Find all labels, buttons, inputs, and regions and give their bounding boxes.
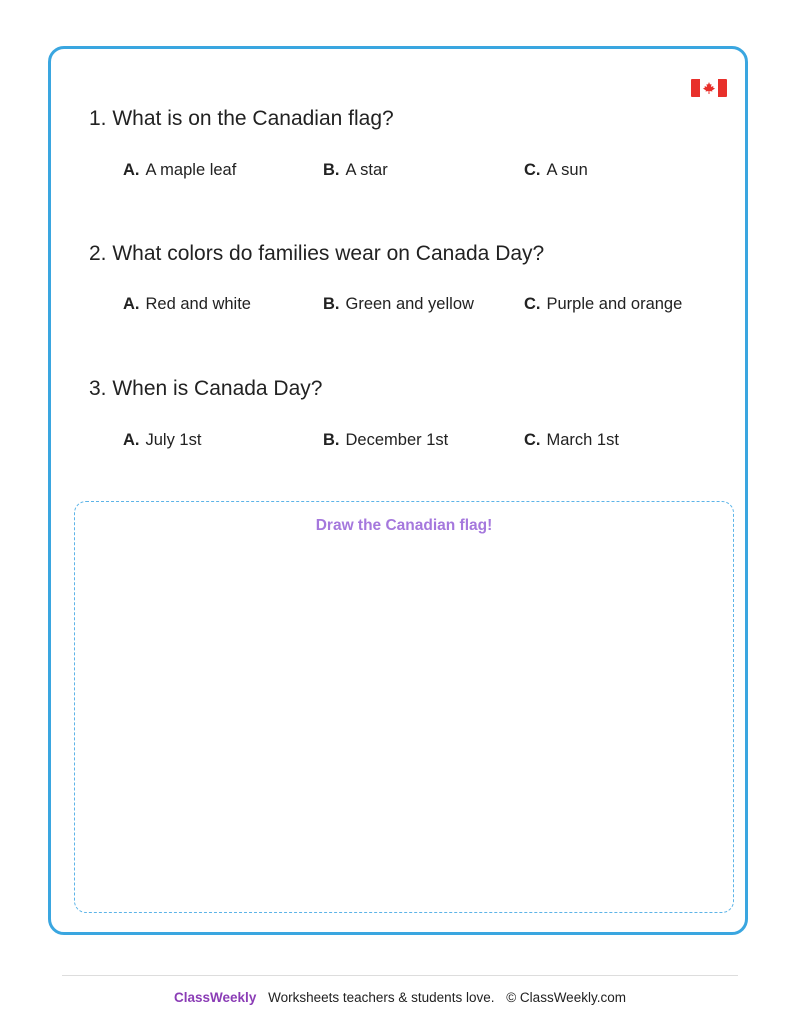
footer-divider bbox=[62, 975, 738, 976]
option-letter: C. bbox=[524, 431, 541, 449]
q2-option-b[interactable] bbox=[323, 295, 474, 314]
q3-option-b[interactable] bbox=[323, 431, 448, 450]
option-text: Green and yellow bbox=[345, 295, 474, 313]
option-text: A star bbox=[345, 161, 388, 179]
q3-option-a[interactable] bbox=[123, 431, 201, 450]
footer-copyright: © ClassWeekly.com bbox=[506, 990, 626, 1005]
option-text: March 1st bbox=[546, 431, 619, 449]
option-text: Purple and orange bbox=[546, 295, 683, 313]
drawing-area[interactable] bbox=[74, 501, 734, 913]
option-text: July 1st bbox=[145, 431, 202, 449]
option-text: Red and white bbox=[145, 295, 251, 313]
q2-option-c[interactable] bbox=[524, 295, 682, 314]
option-letter: A. bbox=[123, 295, 140, 313]
option-letter: C. bbox=[524, 161, 541, 179]
option-letter: C. bbox=[524, 295, 541, 313]
q1-option-a[interactable] bbox=[123, 161, 236, 180]
option-text: A maple leaf bbox=[145, 161, 237, 179]
option-letter: B. bbox=[323, 161, 340, 179]
option-letter: A. bbox=[123, 161, 140, 179]
option-text: A sun bbox=[546, 161, 588, 179]
q1-option-b[interactable] bbox=[323, 161, 388, 180]
option-letter: B. bbox=[323, 295, 340, 313]
question-1: 1. What is on the Canadian flag? bbox=[89, 107, 394, 130]
canadian-flag-icon bbox=[691, 79, 727, 97]
worksheet-card bbox=[48, 46, 748, 935]
footer-tagline: Worksheets teachers & students love. bbox=[268, 990, 495, 1005]
q3-option-c[interactable] bbox=[524, 431, 619, 450]
option-text: December 1st bbox=[345, 431, 449, 449]
q2-option-a[interactable] bbox=[123, 295, 251, 314]
footer bbox=[0, 990, 800, 1005]
question-3: 3. When is Canada Day? bbox=[89, 377, 323, 400]
q1-option-c[interactable] bbox=[524, 161, 588, 180]
drawing-prompt: Draw the Canadian flag! bbox=[315, 517, 493, 534]
option-letter: A. bbox=[123, 431, 140, 449]
footer-brand: ClassWeekly bbox=[174, 990, 257, 1005]
option-letter: B. bbox=[323, 431, 340, 449]
question-2: 2. What colors do families wear on Canada Day? bbox=[89, 242, 545, 265]
